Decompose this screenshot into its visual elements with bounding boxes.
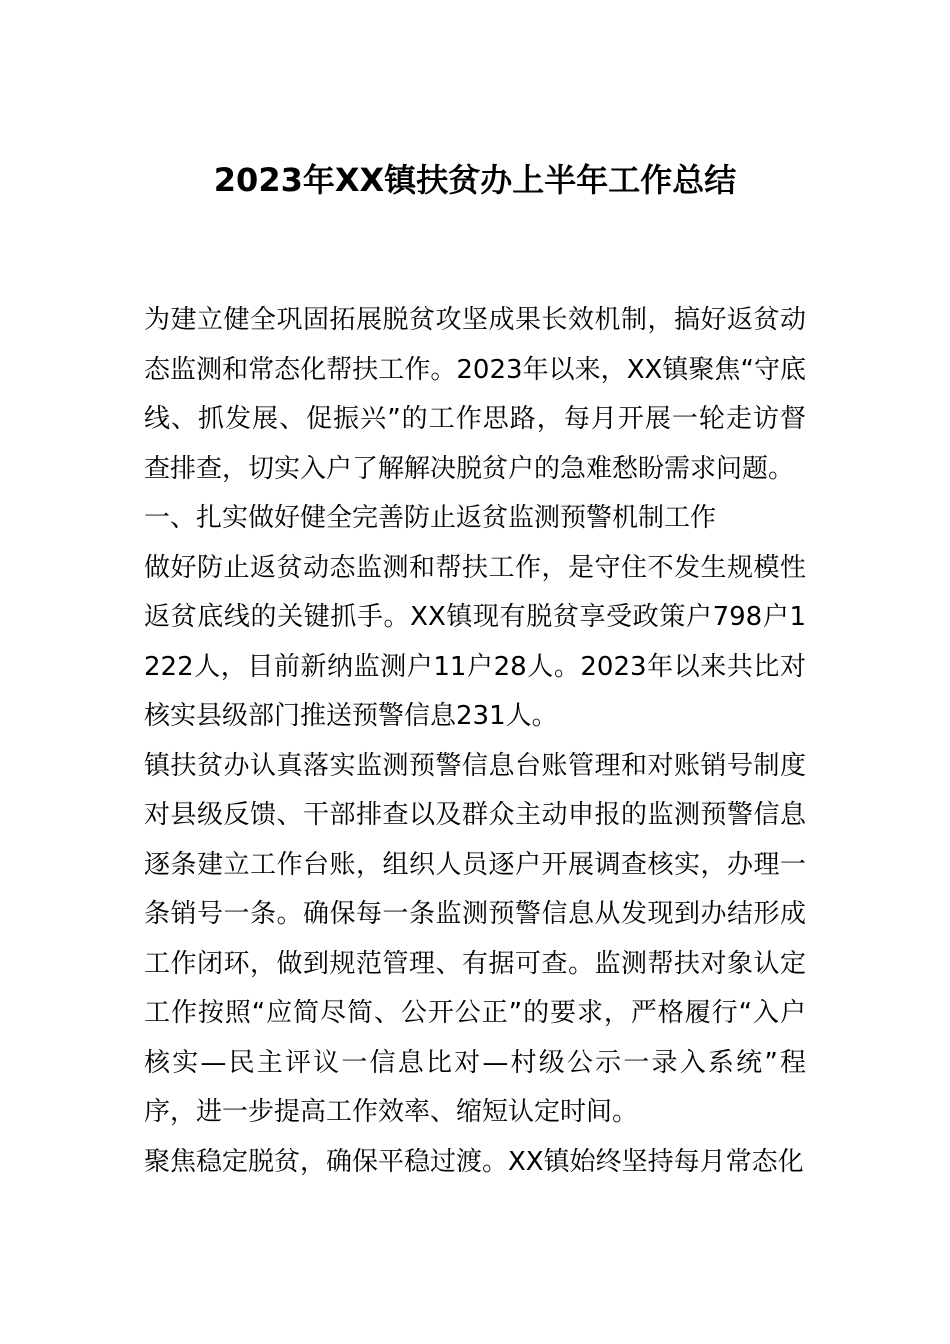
ledger-paragraph: 镇扶贫办认真落实监测预警信息台账管理和对账销号制度对县级反馈、干部排查以及群众主动申报的监测预警信息逐条建立工作台账，组织人员逐户开展调查核实，办理一条销号一条。确保每一条监测预警信息从发现到办结形成工作闭环，做到规范管理、有据可查。监测帮扶对象认定工作按照“应简尽简、公开公正”的要求，严格履行“入户核实—民主评议一信息比对—村级公示一录入系统”程序，进一步提高工作效率、缩短认定时间。	[144, 750, 806, 1127]
intro-paragraph: 为建立健全巩固拓展脱贫攻坚成果长效机制，搞好返贫动态监测和常态化帮扶工作。2023年以来，XX镇聚焦“守底线、抓发展、促振兴”的工作思路，每月开展一轮走访督查排查，切实入户了解解决脱贫户的急难愁盼需求问题。	[144, 305, 806, 484]
section-heading-1: 一、扎实做好健全完善防止返贫监测预警机制工作	[144, 503, 717, 533]
document-title: 2023年XX镇扶贫办上半年工作总结	[213, 161, 737, 199]
document-body	[144, 296, 806, 1187]
monitoring-paragraph: 做好防止返贫动态监测和帮扶工作，是守住不发生规模性返贫底线的关键抓手。XX镇现有脱贫享受政策户798户1222人，目前新纳监测户11户28人。2023年以来共比对核实县级部门推送预警信息231人。	[144, 552, 806, 731]
stability-paragraph: 聚焦稳定脱贫，确保平稳过渡。XX镇始终坚持每月常态化	[144, 1146, 804, 1177]
